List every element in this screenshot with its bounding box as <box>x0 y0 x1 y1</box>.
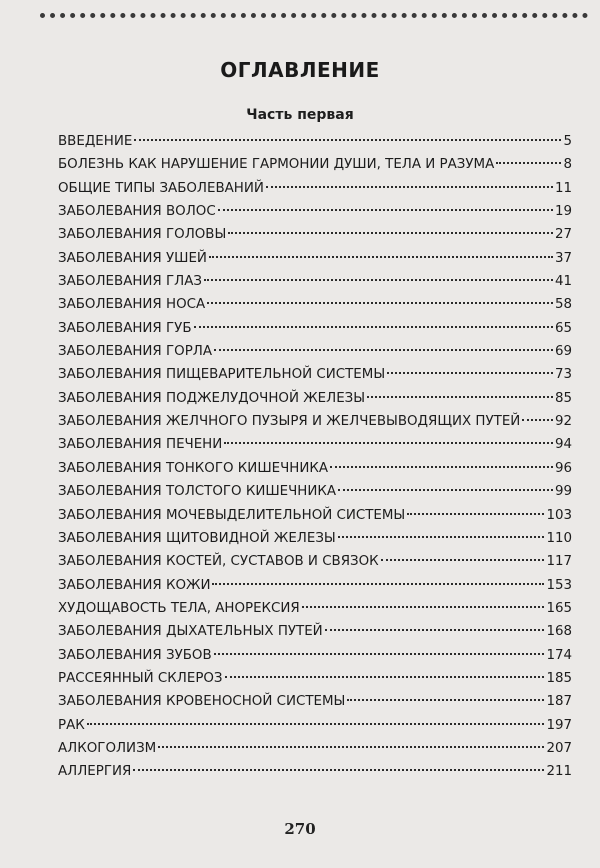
toc-entry <box>58 550 572 573</box>
toc-entry-label: ЗАБОЛЕВАНИЯ ЗУБОВ <box>58 647 212 663</box>
toc-entry-page: 69 <box>554 344 572 360</box>
toc-entry <box>58 737 572 760</box>
dot-leader <box>214 349 553 351</box>
dot-leader <box>338 536 545 538</box>
toc-entry <box>58 153 572 176</box>
toc-entry <box>58 363 572 386</box>
dot-leader <box>214 653 545 655</box>
part-title: Часть первая <box>246 107 354 123</box>
dot-leader <box>194 326 553 328</box>
dot-leader <box>87 723 545 725</box>
toc-entry-label: ЗАБОЛЕВАНИЯ НОСА <box>58 297 206 313</box>
toc-entry <box>58 620 572 643</box>
toc-entry-label: ЗАБОЛЕВАНИЯ ЖЕЛЧНОГО ПУЗЫРЯ И ЖЕЛЧЕВЫВОДЯЩИХ ПУТЕЙ <box>58 414 521 430</box>
toc-entry <box>58 387 572 410</box>
toc-entry-page: 165 <box>546 600 572 616</box>
toc-entry <box>58 177 572 200</box>
toc-entry-page: 41 <box>554 274 572 290</box>
toc-entry-label: ЗАБОЛЕВАНИЯ КРОВЕНОСНОЙ СИСТЕМЫ <box>58 694 346 710</box>
dot-leader <box>338 489 553 491</box>
toc-entry-label: ЗАБОЛЕВАНИЯ ГОЛОВЫ <box>58 227 227 243</box>
toc-entry <box>58 760 572 783</box>
toc-entry <box>58 433 572 456</box>
toc-entry <box>58 597 572 620</box>
page-number: 270 <box>284 820 316 838</box>
toc-entry-page: 187 <box>546 694 572 710</box>
dot-leader <box>325 629 545 631</box>
dot-leader <box>158 746 544 748</box>
toc-entry-label: ЗАБОЛЕВАНИЯ КОЖИ <box>58 577 211 593</box>
toc-entry-label: ХУДОЩАВОСТЬ ТЕЛА, АНОРЕКСИЯ <box>58 600 300 616</box>
toc-entry-page: 197 <box>546 717 572 733</box>
toc-entry-page: 211 <box>546 764 572 780</box>
dot-leader <box>224 442 553 444</box>
toc-entry <box>58 270 572 293</box>
toc-entry-label: ЗАБОЛЕВАНИЯ ТОЛСТОГО КИШЕЧНИКА <box>58 484 337 500</box>
dot-leader <box>204 279 553 281</box>
toc-entry <box>58 200 572 223</box>
toc-entry-label: РАК <box>58 717 85 733</box>
toc-entry-label: ОБЩИЕ ТИПЫ ЗАБОЛЕВАНИЙ <box>58 180 264 196</box>
toc-entry <box>58 247 572 270</box>
toc-entry-page: 5 <box>563 134 572 149</box>
toc-entry <box>58 223 572 246</box>
toc-entry-page: 174 <box>546 647 572 663</box>
dot-leader <box>381 559 545 561</box>
dot-leader <box>330 466 553 468</box>
toc-entry-label: ЗАБОЛЕВАНИЯ УШЕЙ <box>58 250 207 266</box>
toc-entry-label: ЗАБОЛЕВАНИЯ ПИЩЕВАРИТЕЛЬНОЙ СИСТЕМЫ <box>58 367 386 383</box>
toc-entry-label: ЗАБОЛЕВАНИЯ МОЧЕВЫДЕЛИТЕЛЬНОЙ СИСТЕМЫ <box>58 507 406 523</box>
toc-entry-page: 94 <box>554 437 572 453</box>
toc-entry <box>58 714 572 737</box>
toc-entry <box>58 480 572 503</box>
toc-entry-label: ЗАБОЛЕВАНИЯ ГУБ <box>58 320 192 336</box>
toc-entry-label: ЗАБОЛЕВАНИЯ ГОРЛА <box>58 344 213 360</box>
toc-entry-label: ЗАБОЛЕВАНИЯ ГЛАЗ <box>58 274 202 290</box>
toc-entry <box>58 293 572 316</box>
toc-entry-page: 185 <box>546 670 572 686</box>
dot-leader <box>218 209 553 211</box>
dot-leader <box>266 186 553 188</box>
toc-entry-page: 96 <box>554 460 572 476</box>
dotted-header-rule <box>40 13 588 18</box>
dot-leader <box>387 372 553 374</box>
toc-entry-page: 73 <box>554 367 572 383</box>
dot-leader <box>407 513 544 515</box>
dot-leader <box>367 396 553 398</box>
toc-entry <box>58 690 572 713</box>
dot-leader <box>228 232 553 234</box>
toc-entry <box>58 130 572 153</box>
toc-entry-label: ЗАБОЛЕВАНИЯ КОСТЕЙ, СУСТАВОВ И СВЯЗОК <box>58 554 379 570</box>
toc-entry <box>58 457 572 480</box>
toc-entry-page: 103 <box>546 507 572 523</box>
toc-entry-page: 153 <box>546 577 572 593</box>
toc-entry-page: 92 <box>554 414 572 430</box>
toc-entry-label: РАССЕЯННЫЙ СКЛЕРОЗ <box>58 670 223 686</box>
toc-entry-label: ЗАБОЛЕВАНИЯ ДЫХАТЕЛЬНЫХ ПУТЕЙ <box>58 624 323 640</box>
toc-entry-page: 117 <box>546 554 572 570</box>
toc-entry-page: 85 <box>554 390 572 406</box>
toc-entry-label: АЛКОГОЛИЗМ <box>58 740 157 756</box>
dot-leader <box>134 139 561 141</box>
toc-entry-page: 19 <box>554 204 572 220</box>
toc-entry-label: ВВЕДЕНИЕ <box>58 134 133 149</box>
toc-entry <box>58 644 572 667</box>
dot-leader <box>212 583 544 585</box>
toc-entry-label: АЛЛЕРГИЯ <box>58 764 132 780</box>
toc-entry-label: ЗАБОЛЕВАНИЯ ПЕЧЕНИ <box>58 437 223 453</box>
toc-entry-page: 168 <box>546 624 572 640</box>
dot-leader <box>207 302 553 304</box>
toc-entry-page: 37 <box>554 250 572 266</box>
dot-leader <box>302 606 545 608</box>
dot-leader <box>209 256 553 258</box>
toc-entry <box>58 527 572 550</box>
toc-entry-label: ЗАБОЛЕВАНИЯ ТОНКОГО КИШЕЧНИКА <box>58 460 329 476</box>
dot-leader <box>347 699 544 701</box>
toc-entry-label: ЗАБОЛЕВАНИЯ ПОДЖЕЛУДОЧНОЙ ЖЕЛЕЗЫ <box>58 390 366 406</box>
toc-entry <box>58 340 572 363</box>
toc-entry-page: 8 <box>563 157 572 173</box>
toc-list <box>58 130 572 784</box>
toc-entry <box>58 667 572 690</box>
toc-entry-label: ЗАБОЛЕВАНИЯ ВОЛОС <box>58 204 216 220</box>
toc-entry <box>58 317 572 340</box>
toc-entry-label: ЗАБОЛЕВАНИЯ ЩИТОВИДНОЙ ЖЕЛЕЗЫ <box>58 530 336 546</box>
toc-entry-page: 99 <box>554 484 572 500</box>
dot-leader <box>522 419 553 421</box>
toc-entry-label: БОЛЕЗНЬ КАК НАРУШЕНИЕ ГАРМОНИИ ДУШИ, ТЕЛА И РАЗУМА <box>58 157 495 173</box>
dot-leader <box>496 162 561 164</box>
toc-entry-page: 27 <box>554 227 572 243</box>
toc-entry-page: 11 <box>554 180 572 196</box>
toc-entry-page: 110 <box>546 530 572 546</box>
toc-entry-page: 65 <box>554 320 572 336</box>
toc-entry <box>58 574 572 597</box>
dot-leader <box>225 676 545 678</box>
toc-entry <box>58 504 572 527</box>
toc-entry <box>58 410 572 433</box>
toc-entry-page: 207 <box>546 740 572 756</box>
toc-entry-page: 58 <box>554 297 572 313</box>
toc-heading: ОГЛАВЛЕНИЕ <box>220 58 380 82</box>
dot-leader <box>133 769 544 771</box>
